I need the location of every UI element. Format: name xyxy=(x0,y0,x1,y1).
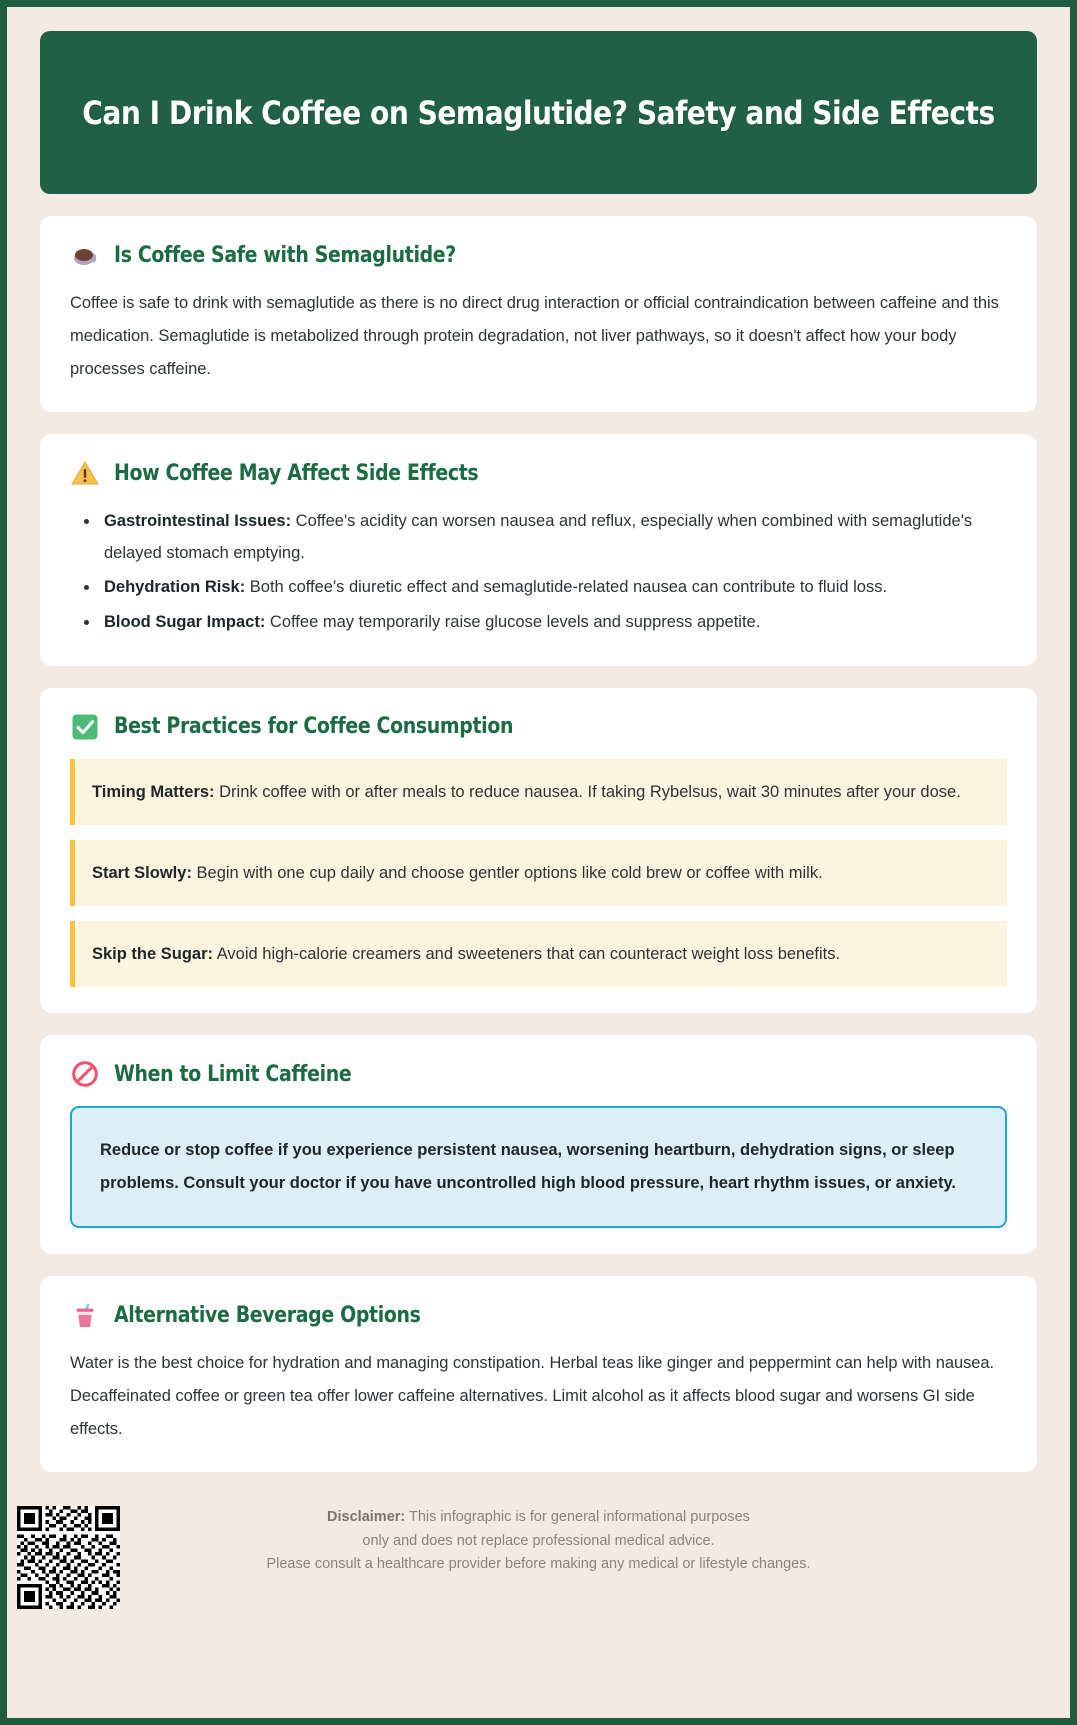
list-item-label: Blood Sugar Impact: xyxy=(104,612,266,631)
disclaimer-label: Disclaimer: xyxy=(327,1509,406,1526)
practice-label: Start Slowly: xyxy=(92,863,192,882)
section-card-limit-caffeine xyxy=(40,1035,1037,1254)
cup-with-straw-icon xyxy=(70,1300,100,1330)
check-mark-icon xyxy=(70,712,100,742)
list-item-label: Dehydration Risk: xyxy=(104,578,246,597)
section-card-side-effects xyxy=(40,434,1037,666)
footer xyxy=(40,1492,1037,1627)
section-title: How Coffee May Affect Side Effects xyxy=(114,460,479,486)
practice-text: Drink coffee with or after meals to reduce nausea. If taking Rybelsus, wait 30 minutes after your dose. xyxy=(214,782,961,801)
list-item-label: Gastrointestinal Issues: xyxy=(104,512,292,530)
section-header xyxy=(70,1300,1007,1330)
warning-callout: Reduce or stop coffee if you experience persistent nausea, worsening heartburn, dehydration signs, or sleep problems. Consult your doctor if you have uncontrolled high blood pressure, heart rhythm issues, or anxiety. xyxy=(70,1106,1007,1228)
page-title: Can I Drink Coffee on Semaglutide? Safety and Side Effects xyxy=(82,93,995,132)
side-effects-list xyxy=(70,505,1007,638)
disclaimer-line-1 xyxy=(40,1506,1037,1529)
list-item xyxy=(74,606,1007,638)
list-item xyxy=(74,571,1007,603)
disclaimer-line-2: only and does not replace professional medical advice. xyxy=(362,1532,715,1549)
disclaimer-line-3: Please consult a healthcare provider before making any medical or lifestyle changes. xyxy=(266,1556,811,1573)
section-card-best-practices xyxy=(40,688,1037,1014)
list-item-text: Coffee may temporarily raise glucose levels and suppress appetite. xyxy=(265,612,761,631)
section-header xyxy=(70,712,1007,742)
section-title: Best Practices for Coffee Consumption xyxy=(114,714,514,740)
practice-label: Skip the Sugar: xyxy=(92,945,214,964)
section-paragraph: Water is the best choice for hydration and managing constipation. Herbal teas like ginger and peppermint can help with nausea. Decaffeinated coffee or green tea offer lower caffeine alternatives. Limit alcohol as it affects blood sugar and worsens GI side effects. xyxy=(70,1354,995,1439)
practice-box xyxy=(70,840,1007,906)
header-banner xyxy=(40,31,1037,194)
prohibition-sign-icon xyxy=(70,1059,100,1089)
list-item xyxy=(74,505,1007,569)
section-paragraph: Coffee is safe to drink with semaglutide as there is no direct drug interaction or official contraindication between caffeine and this medication. Semaglutide is metabolized through protein degradation, not liver pathways, so it doesn't affect how your body processes caffeine. xyxy=(70,294,999,378)
section-title: When to Limit Caffeine xyxy=(114,1061,352,1087)
list-item-text: Coffee's acidity can worsen nausea and reflux, especially when combined with semaglutide's delayed stomach emptying. xyxy=(104,512,973,563)
section-title: Is Coffee Safe with Semaglutide? xyxy=(114,242,456,268)
practice-box xyxy=(70,921,1007,987)
section-card-alternatives xyxy=(40,1276,1037,1472)
section-header xyxy=(70,240,1007,270)
list-item-text: Both coffee's diuretic effect and semaglutide-related nausea can contribute to fluid loss. xyxy=(245,578,888,597)
warning-triangle-icon xyxy=(70,458,100,488)
section-header xyxy=(70,1059,1007,1089)
section-header xyxy=(70,458,1007,488)
section-card-coffee-safety xyxy=(40,216,1037,412)
practice-text: Begin with one cup daily and choose gentler options like cold brew or coffee with milk. xyxy=(191,863,823,882)
practice-label: Timing Matters: xyxy=(92,782,215,801)
practice-text: Avoid high-calorie creamers and sweeteners that can counteract weight loss benefits. xyxy=(213,945,841,964)
disclaimer-text xyxy=(40,1506,1037,1576)
practice-box xyxy=(70,759,1007,825)
coffee-cup-icon xyxy=(70,240,100,270)
section-title: Alternative Beverage Options xyxy=(114,1302,421,1328)
disclaimer-line-1-text: This infographic is for general informational purposes xyxy=(405,1509,750,1526)
